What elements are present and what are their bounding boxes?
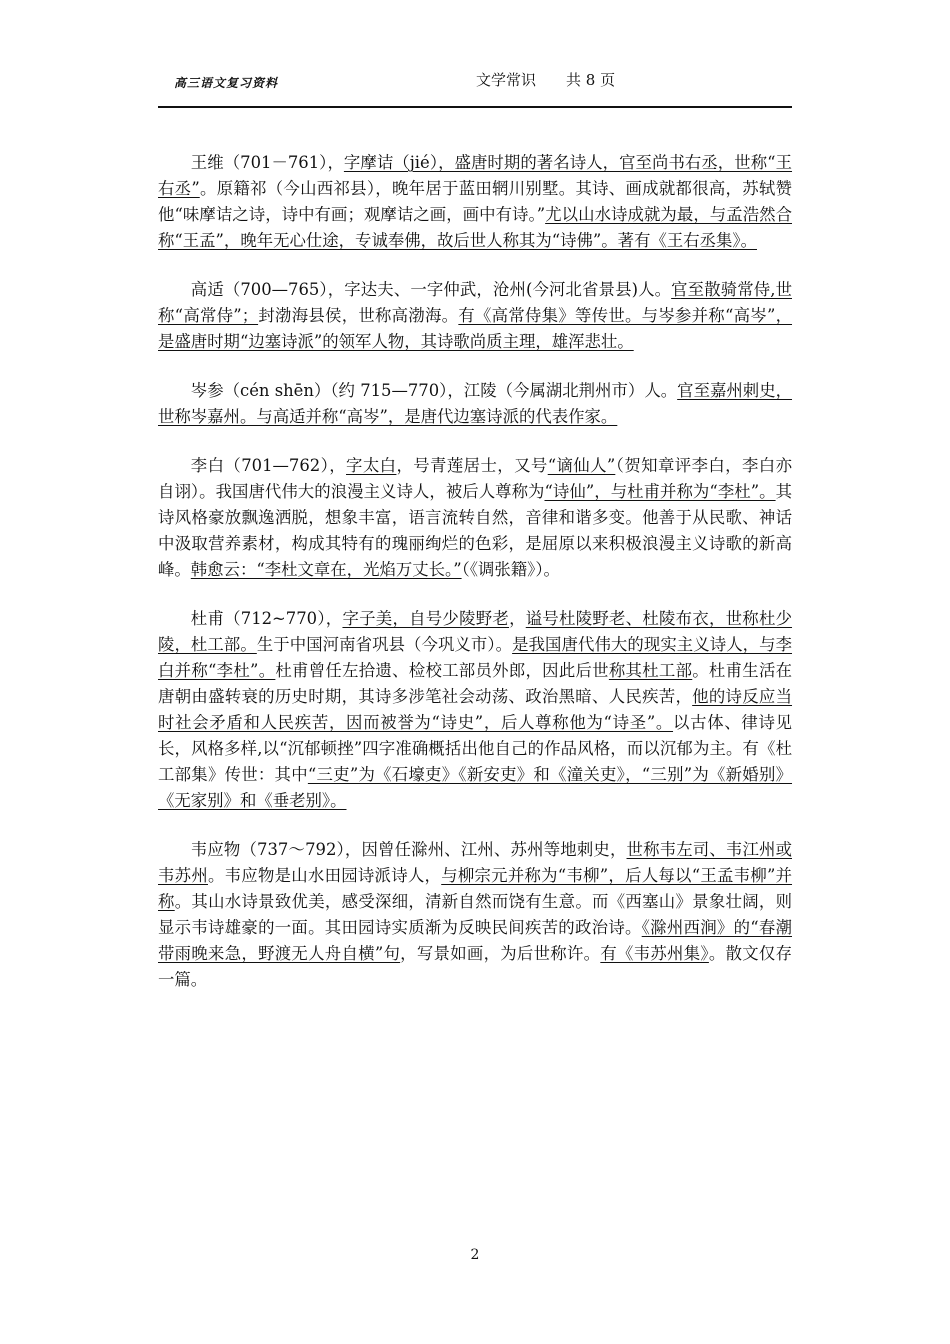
underlined-segment: 字摩诘（jié），盛唐时期的著名诗人，官至尚书右丞，世称“王右丞” bbox=[158, 153, 793, 198]
text-segment: 杜甫曾任左拾遗、检校工部员外郎，因此后世 bbox=[275, 661, 609, 680]
underlined-segment: 字太白 bbox=[346, 456, 397, 475]
underlined-segment: 有《高常侍集》等传世。与岑参并称“高岑”，是盛唐时期“边塞诗派”的领军人物，其诗歌尚质主理，雄浑悲壮。 bbox=[158, 306, 793, 351]
text-segment: 高适（700—765），字达夫、一字仲武，沧州(今河北省景县)人。 bbox=[190, 280, 672, 299]
header-left-title: 高三语文复习资料 bbox=[174, 76, 279, 90]
text-segment: 。杜甫生活在唐朝由盛转衰的历史时期，其诗多涉笔社会动荡、政治黑暗、人民疾苦， bbox=[158, 661, 793, 706]
underlined-segment: 谥号杜陵野老、杜陵布衣，世称杜少陵，杜工部。 bbox=[158, 609, 793, 654]
text-segment: 生于中国河南省巩县（今巩义市）。 bbox=[256, 635, 513, 654]
text-segment: ，写景如画，为后世称许。 bbox=[400, 944, 601, 963]
text-segment: 。其山水诗景致优美，感受深细，清新自然而饶有生意。而《西塞山》景象壮阔，则显示韦诗雄豪的一面。其田园诗实质渐为反映民间疾苦的政治诗。 bbox=[158, 892, 793, 937]
underlined-segment: “谪仙人” bbox=[547, 456, 616, 475]
underlined-segment: 韩愈云：“李杜文章在，光焰万丈长。” bbox=[190, 560, 462, 579]
text-segment: 。韦应物是山水田园诗派诗人， bbox=[207, 866, 442, 885]
header-center-title: 文学常识 共 8 页 bbox=[476, 71, 616, 89]
paragraph-gao-shi bbox=[158, 277, 792, 355]
text-segment: 其诗风格豪放飘逸洒脱，想象丰富，语言流转自然，音律和谐多变。他善于从民歌、神话中汲取营养素材，构成其特有的瑰丽绚烂的色彩，是屈原以来积极浪漫主义诗歌的新高峰。 bbox=[158, 482, 792, 579]
text-segment: （《调张籍》）。 bbox=[461, 560, 560, 579]
underlined-segment: 世称韦左司、韦江州或韦苏州 bbox=[158, 840, 792, 885]
underlined-segment: 是我国唐代伟大的现实主义诗人，与李白并称“李杜”。 bbox=[158, 635, 792, 680]
paragraph-li-bai bbox=[158, 453, 792, 583]
underlined-segment: 他的诗反应当时社会矛盾和人民疾苦，因而被誉为“诗史”，后人尊称他为“诗圣”。 bbox=[158, 687, 793, 732]
text-segment: 王维（701－761）， bbox=[190, 153, 344, 172]
text-segment: （贺知章评李白，李白亦自诩）。我国唐代伟大的浪漫主义诗人，被后人尊称为 bbox=[158, 456, 792, 501]
underlined-segment: 官至嘉州刺史，世称岑嘉州。与高适并称“高岑”，是唐代边塞诗派的代表作家。 bbox=[158, 381, 793, 426]
page-header bbox=[160, 68, 790, 92]
paragraph-wei-yingwu bbox=[158, 837, 792, 993]
underlined-segment: 有《韦苏州集》 bbox=[600, 944, 709, 963]
text-segment: 杜甫（712~770）， bbox=[190, 609, 343, 628]
paragraph-cen-shen bbox=[158, 378, 792, 430]
text-segment: 韦应物（737～792），因曾任滁州、江州、苏州等地刺史， bbox=[190, 840, 627, 859]
underlined-segment: “诗仙”，与杜甫并称为“李杜”。 bbox=[544, 482, 776, 501]
underlined-segment: 尤以山水诗成就为最，与孟浩然合称“王孟”，晚年无心仕途，专诚奉佛，故后世人称其为“诗佛”。著有《王右丞集》。 bbox=[158, 205, 792, 250]
underlined-segment: 字子美，自号少陵野老 bbox=[342, 609, 510, 628]
underlined-segment: 与柳宗元并称为“韦柳”，后人每以“王孟韦柳”并称 bbox=[158, 866, 793, 911]
header-divider bbox=[158, 106, 792, 108]
text-segment: 以古体、律诗见长，风格多样,以“沉郁顿挫”四字准确概括出他自己的作品风格，而以沉郁为主。有《杜工部集》传世：其中 bbox=[158, 713, 792, 784]
text-segment: 封渤海县侯，世称高渤海。 bbox=[258, 306, 459, 325]
underlined-segment: 《滁州西涧》的“春潮带雨晚来急，野渡无人舟自横”句 bbox=[158, 918, 792, 963]
paragraph-wang-wei bbox=[158, 150, 792, 254]
page-number: 2 bbox=[470, 1247, 480, 1263]
text-segment: 李白（701—762）， bbox=[190, 456, 347, 475]
text-segment: ，号青莲居士，又号 bbox=[396, 456, 548, 475]
underlined-segment: 官至散骑常侍,世称“高常侍”； bbox=[158, 280, 792, 325]
text-segment: 岑参（cén shēn）（约 715—770），江陵（今属湖北荆州市）人。 bbox=[190, 381, 678, 400]
document-body bbox=[158, 150, 792, 1016]
underlined-segment: 称其杜工部 bbox=[608, 661, 693, 680]
underlined-segment: “三吏”为《石壕吏》《新安吏》和《潼关吏》，“三别”为《新婚别》《无家别》和《垂老别》。 bbox=[158, 765, 793, 810]
text-segment: ， bbox=[509, 609, 526, 628]
paragraph-du-fu bbox=[158, 606, 792, 814]
text-segment: 。原籍祁（今山西祁县），晚年居于蓝田辋川别墅。其诗、画成就都很高，苏轼赞他“味摩诘之诗，诗中有画；观摩诘之画，画中有诗。” bbox=[158, 179, 792, 224]
text-segment: 。散文仅存一篇。 bbox=[158, 944, 792, 989]
